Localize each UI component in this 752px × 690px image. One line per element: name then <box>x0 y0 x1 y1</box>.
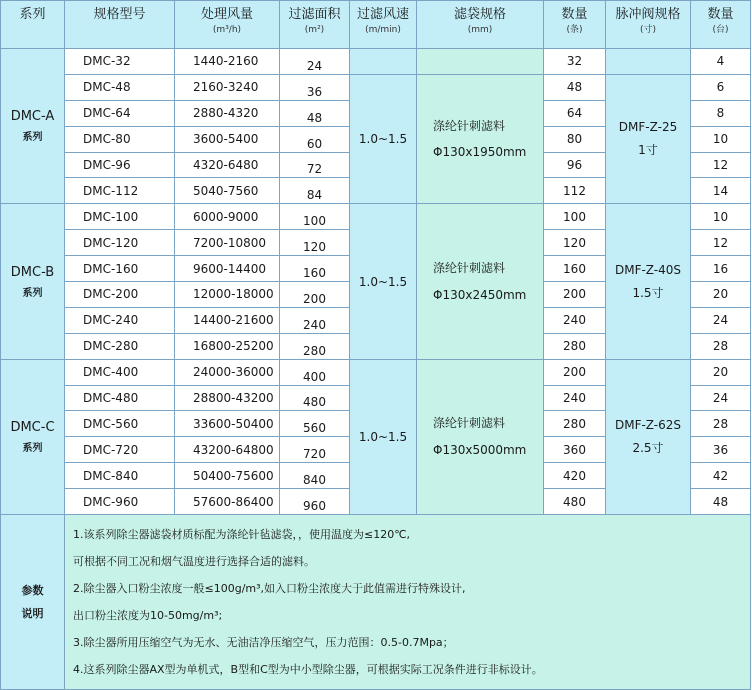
flow-cell: 43200-64800 <box>175 437 280 463</box>
bag-size: Φ130x5000mm <box>433 442 527 457</box>
bag-material: 涤纶针刺滤料 <box>433 118 506 133</box>
note-line: 2.除尘器入口粉尘浓度一般≤100g/m³,如入口粉尘浓度大于此值需进行特殊设计, <box>73 582 466 596</box>
speed-cell-blank <box>350 49 417 75</box>
note-line: 可根据不同工况和烟气温度进行选择合适的滤料。 <box>73 555 315 569</box>
area-cell: 840 <box>280 463 350 489</box>
valve-qty-cell: 24 <box>691 307 751 333</box>
flow-cell: 2160-3240 <box>175 74 280 100</box>
table-row <box>1 359 751 385</box>
header-speed: 过滤风速 (m/min) <box>350 1 417 49</box>
header-valve: 脉冲阀规格 (寸) <box>606 1 691 49</box>
header-bag-qty-unit: (条) <box>566 25 583 36</box>
bag-qty-cell: 48 <box>544 74 606 100</box>
area-cell: 36 <box>280 74 350 100</box>
bag-size: Φ130x2450mm <box>433 287 527 302</box>
bag-qty-cell: 200 <box>544 282 606 308</box>
model-cell: DMC-80 <box>65 126 175 152</box>
model-cell: DMC-480 <box>65 385 175 411</box>
speed-cell: 1.0~1.5 <box>350 74 417 203</box>
area-cell: 280 <box>280 333 350 359</box>
model-cell: DMC-400 <box>65 359 175 385</box>
bag-qty-cell: 64 <box>544 100 606 126</box>
bag-cell-blank <box>417 49 544 75</box>
valve-spec-cell <box>606 74 691 203</box>
flow-cell: 16800-25200 <box>175 333 280 359</box>
notes-label-line2: 说明 <box>21 607 44 621</box>
valve-qty-cell: 28 <box>691 333 751 359</box>
valve-qty-cell: 8 <box>691 100 751 126</box>
note-line: 出口粉尘浓度为10-50mg/m³; <box>73 609 223 623</box>
header-valve-qty-unit: (台) <box>712 25 729 36</box>
table-row <box>1 49 751 75</box>
valve-qty-cell: 10 <box>691 126 751 152</box>
bag-qty-cell: 420 <box>544 463 606 489</box>
valve-qty-cell: 28 <box>691 411 751 437</box>
valve-qty-cell: 4 <box>691 49 751 75</box>
valve-qty-cell: 36 <box>691 437 751 463</box>
bag-qty-cell: 240 <box>544 307 606 333</box>
bag-qty-cell: 480 <box>544 489 606 515</box>
header-row <box>1 1 751 49</box>
header-flow-unit: (m³/h) <box>212 25 242 36</box>
valve-qty-cell: 6 <box>691 74 751 100</box>
model-cell: DMC-720 <box>65 437 175 463</box>
valve-cell-blank <box>606 49 691 75</box>
notes-row <box>1 515 751 690</box>
header-series: 系列 <box>1 1 65 49</box>
bag-qty-cell: 360 <box>544 437 606 463</box>
area-cell: 200 <box>280 282 350 308</box>
model-cell: DMC-960 <box>65 489 175 515</box>
series-label: 系列 <box>22 287 43 299</box>
valve-size: 1寸 <box>638 143 658 158</box>
valve-size: 1.5寸 <box>632 285 664 300</box>
valve-model: DMF-Z-62S <box>614 418 682 433</box>
series-cell <box>1 359 65 514</box>
header-flow: 处理风量 (m³/h) <box>175 1 280 49</box>
valve-qty-cell: 12 <box>691 152 751 178</box>
model-cell: DMC-200 <box>65 282 175 308</box>
model-cell: DMC-32 <box>65 49 175 75</box>
bag-qty-cell: 112 <box>544 178 606 204</box>
bag-spec-cell <box>417 74 544 203</box>
notes-label-cell <box>1 515 65 690</box>
note-line: 1.该系列除尘器滤袋材质标配为涤纶针毡滤袋，，使用温度为≤120℃, <box>73 528 411 542</box>
series-cell <box>1 49 65 204</box>
valve-size: 2.5寸 <box>632 440 664 455</box>
header-area-unit: (m²) <box>304 25 325 36</box>
valve-qty-cell: 42 <box>691 463 751 489</box>
valve-qty-cell: 20 <box>691 282 751 308</box>
flow-cell: 2880-4320 <box>175 100 280 126</box>
area-cell: 120 <box>280 230 350 256</box>
note-line: 3.除尘器所用压缩空气为无水、无油洁净压缩空气，压力范围：0.5-0.7Mpa； <box>73 636 454 650</box>
bag-qty-cell: 80 <box>544 126 606 152</box>
table-row <box>1 74 751 100</box>
spec-table-body <box>1 1 751 690</box>
flow-cell: 57600-86400 <box>175 489 280 515</box>
area-cell: 72 <box>280 152 350 178</box>
area-cell: 480 <box>280 385 350 411</box>
flow-cell: 14400-21600 <box>175 307 280 333</box>
valve-spec-cell <box>606 359 691 514</box>
flow-cell: 1440-2160 <box>175 49 280 75</box>
valve-qty-cell: 20 <box>691 359 751 385</box>
flow-cell: 7200-10800 <box>175 230 280 256</box>
header-speed-unit: (m/min) <box>365 25 401 36</box>
flow-cell: 9600-14400 <box>175 256 280 282</box>
speed-cell: 1.0~1.5 <box>350 204 417 359</box>
notes-label-line1: 参数 <box>21 583 44 597</box>
area-cell: 24 <box>280 49 350 75</box>
header-bag-unit: (mm) <box>467 25 493 36</box>
valve-model: DMF-Z-40S <box>614 262 682 277</box>
header-valve-qty: 数量 (台) <box>691 1 751 49</box>
valve-qty-cell: 10 <box>691 204 751 230</box>
area-cell: 160 <box>280 256 350 282</box>
valve-qty-cell: 12 <box>691 230 751 256</box>
model-cell: DMC-112 <box>65 178 175 204</box>
area-cell: 48 <box>280 100 350 126</box>
area-cell: 400 <box>280 359 350 385</box>
flow-cell: 4320-6480 <box>175 152 280 178</box>
area-cell: 720 <box>280 437 350 463</box>
bag-qty-cell: 96 <box>544 152 606 178</box>
valve-qty-cell: 14 <box>691 178 751 204</box>
flow-cell: 12000-18000 <box>175 282 280 308</box>
bag-qty-cell: 160 <box>544 256 606 282</box>
series-label: 系列 <box>22 442 43 454</box>
bag-qty-cell: 32 <box>544 49 606 75</box>
bag-qty-cell: 240 <box>544 385 606 411</box>
area-cell: 100 <box>280 204 350 230</box>
bag-qty-cell: 280 <box>544 411 606 437</box>
header-area: 过滤面积 (m²) <box>280 1 350 49</box>
header-model: 规格型号 <box>65 1 175 49</box>
area-cell: 560 <box>280 411 350 437</box>
series-name: DMC-A <box>10 109 55 125</box>
valve-qty-cell: 48 <box>691 489 751 515</box>
bag-material: 涤纶针刺滤料 <box>433 261 506 276</box>
flow-cell: 5040-7560 <box>175 178 280 204</box>
area-cell: 960 <box>280 489 350 515</box>
bag-material: 涤纶针刺滤料 <box>433 416 506 431</box>
flow-cell: 6000-9000 <box>175 204 280 230</box>
series-name: DMC-C <box>10 419 55 435</box>
model-cell: DMC-100 <box>65 204 175 230</box>
model-cell: DMC-160 <box>65 256 175 282</box>
model-cell: DMC-840 <box>65 463 175 489</box>
table-row <box>1 204 751 230</box>
model-cell: DMC-560 <box>65 411 175 437</box>
bag-size: Φ130x1950mm <box>433 145 527 160</box>
bag-qty-cell: 120 <box>544 230 606 256</box>
bag-spec-cell <box>417 204 544 359</box>
flow-cell: 3600-5400 <box>175 126 280 152</box>
valve-model: DMF-Z-25 <box>618 120 678 135</box>
flow-cell: 24000-36000 <box>175 359 280 385</box>
header-valve-unit: (寸) <box>639 25 657 36</box>
speed-cell: 1.0~1.5 <box>350 359 417 514</box>
series-name: DMC-B <box>10 264 55 280</box>
model-cell: DMC-280 <box>65 333 175 359</box>
header-bag: 滤袋规格 (mm) <box>417 1 544 49</box>
model-cell: DMC-240 <box>65 307 175 333</box>
area-cell: 240 <box>280 307 350 333</box>
valve-spec-cell <box>606 204 691 359</box>
area-cell: 84 <box>280 178 350 204</box>
bag-qty-cell: 200 <box>544 359 606 385</box>
bag-qty-cell: 100 <box>544 204 606 230</box>
flow-cell: 28800-43200 <box>175 385 280 411</box>
valve-qty-cell: 16 <box>691 256 751 282</box>
model-cell: DMC-120 <box>65 230 175 256</box>
bag-qty-cell: 280 <box>544 333 606 359</box>
model-cell: DMC-64 <box>65 100 175 126</box>
model-cell: DMC-96 <box>65 152 175 178</box>
notes-cell <box>65 515 751 690</box>
bag-spec-cell <box>417 359 544 514</box>
series-cell <box>1 204 65 359</box>
flow-cell: 50400-75600 <box>175 463 280 489</box>
model-cell: DMC-48 <box>65 74 175 100</box>
area-cell: 60 <box>280 126 350 152</box>
flow-cell: 33600-50400 <box>175 411 280 437</box>
valve-qty-cell: 24 <box>691 385 751 411</box>
series-label: 系列 <box>22 132 43 144</box>
note-line: 4.这系列除尘器AX型为单机式，B型和C型为中小型除尘器，可根据实际工况条件进行非标设计。 <box>73 663 543 677</box>
header-bag-qty: 数量 (条) <box>544 1 606 49</box>
